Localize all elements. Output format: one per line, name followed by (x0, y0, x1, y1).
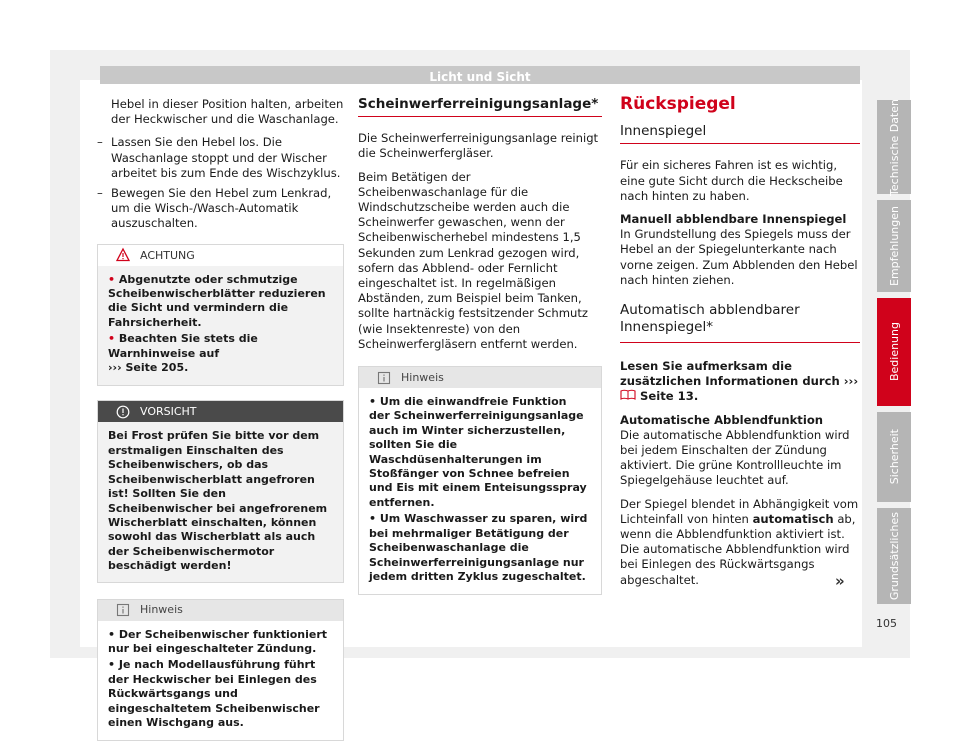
warning-title: ACHTUNG (140, 248, 195, 262)
caution-title: VORSICHT (140, 405, 197, 419)
page-ref-link[interactable]: Seite 205 (125, 361, 185, 375)
list-item: • Um Waschwasser zu sparen, wird bei mehrmaliger Betätigung der Scheibenwaschanlage die Scheinwerferreinigungsanlage nur jedem dritten Zyklus zugeschaltet. (369, 512, 588, 583)
read-more: Lesen Sie aufmerksam die zusätzlichen Informationen durch ››› Seite 13. (620, 359, 859, 404)
page-ref-arrows: ››› (108, 361, 122, 375)
note-body (359, 388, 601, 594)
caution-box (97, 400, 344, 582)
paragraph: Die automatische Abblendfunktion wird bei jedem Einschalten der Zündung aktiviert. Die grüne Kontrollleuchte im Spiegelgehäuse leuchtet auf. (620, 427, 850, 488)
subheading: Manuell abblendbare Innenspiegel (620, 212, 847, 227)
step-item: – Bewegen Sie den Hebel zum Lenkrad, um die Wisch-/Wasch-Automatik auszuschalten. (97, 186, 332, 231)
column-left (97, 97, 344, 741)
chapter-title: Rückspiegel (620, 94, 736, 114)
list-item: • Beachten Sie stets die Warnhinweise auf ››› Seite 205. (108, 332, 258, 375)
note-title: Hinweis (401, 370, 444, 384)
list-item: • Je nach Modellausführung führt der Heckwischer bei Einlegen des Rückwärtsgangs und eingeschaltetem Scheibenwischer einen Wischgang aus. (108, 658, 320, 729)
list-item: • Der Scheibenwischer funktioniert nur bei eingeschalteter Zündung. (108, 627, 328, 655)
paragraph: Beim Betätigen der Scheibenwaschanlage für die Windschutzscheibe werden auch die Scheinwerfer gewaschen, wenn der Scheibenwischerhebel mindestens 1,5 Sekunden zum Lenkrad gezogen wird, sofern das Abblend- oder Fernlicht eingeschaltet ist. In regelmäßigen Abständen, zum Beispiel beim Tanken, sollte hartnäckig festsitzender Schmutz (wie Insektenreste) von den Scheinwerfergläsern entfernt werden. (358, 169, 588, 351)
note-header (98, 600, 343, 621)
section-heading: Innenspiegel (620, 124, 860, 144)
note-body (98, 621, 343, 741)
column-middle (358, 97, 602, 595)
tab-empfehlungen[interactable]: Empfehlungen (877, 200, 911, 292)
paragraph: Die Scheinwerferreinigungsanlage reinigt die Scheinwerfergläser. (358, 131, 599, 161)
section-heading: Automatisch abblendbarer Innenspiegel* (620, 302, 860, 343)
paragraph: Der Spiegel blendet in Abhängigkeit vom Lichteinfall von hinten automatisch ab, wenn die Abblendfunktion aktiviert ist. Die automatische Abblendfunktion wird bei Einlegen des Rückwärtsgangs abgeschaltet. (620, 496, 859, 587)
warning-triangle-icon (116, 248, 130, 262)
tab-sicherheit[interactable]: Sicherheit (877, 412, 911, 502)
info-circle-icon (116, 405, 130, 419)
tab-grundsaetzliches[interactable]: Grundsätzliches (877, 508, 911, 604)
tab-bedienung[interactable]: Bedienung (877, 298, 911, 406)
caution-header (98, 401, 343, 422)
note-box (358, 366, 602, 595)
note-title: Hinweis (140, 603, 183, 617)
warning-body (98, 266, 343, 386)
page-ref-link[interactable]: Seite 13 (640, 389, 694, 404)
page-number: 105 (876, 617, 897, 630)
paragraph: Für ein sicheres Fahren ist es wichtig, eine gute Sicht durch die Heckscheibe nach hinten zu haben. (620, 158, 843, 203)
section-title: Licht und Sicht (429, 70, 531, 84)
subheading: Automatische Abblendfunktion (620, 412, 824, 427)
section-heading: Scheinwerferreinigungsanlage* (358, 97, 602, 117)
tab-technische-daten[interactable]: Technische Daten (877, 100, 911, 194)
note-icon (377, 371, 391, 385)
note-icon (116, 603, 130, 617)
warning-box (97, 244, 344, 387)
section-header (100, 66, 860, 84)
paragraph: In Grundstellung des Spiegels muss der Hebel an der Spiegelunterkante nach vorne zeigen. Zum Abblenden den Hebel nach hinten ziehen. (620, 227, 858, 287)
note-header (359, 367, 601, 388)
note-box (97, 599, 344, 741)
list-item: • Um die einwandfreie Funktion der Scheinwerferreinigungsanlage auch im Winter sicherzustellen, sollten Sie die Waschdüsenhalterungen im Stoßfänger von Schnee befreien und Eis mit einem Enteisungsspray entfernen. (369, 395, 587, 509)
chapter-tabs (877, 100, 911, 610)
book-icon (620, 389, 636, 403)
intro-text: Hebel in dieser Position halten, arbeiten der Heckwischer und die Waschanlage. (111, 97, 344, 127)
caution-body: Bei Frost prüfen Sie bitte vor dem erstmaligen Einschalten des Scheibenwischers, ob das Scheibenwischerblatt angefroren ist! Sollten Sie den Scheibenwischer bei angefrorenem Wischerblatt einschalten, können sowohl das Wischerblatt als auch der Scheibenwischermotor beschädigt werden! (98, 422, 343, 581)
page-ref-arrows: ››› (843, 374, 859, 389)
step-item: – Lassen Sie den Hebel los. Die Waschanlage stoppt und der Wischer arbeitet bis zum Ende des Wischzyklus. (97, 135, 341, 180)
list-item: • Abgenutzte oder schmutzige Scheibenwischerblätter reduzieren die Sicht und vermindern die Fahrsicherheit. (108, 272, 326, 329)
column-right (620, 94, 860, 596)
continue-marker: » (835, 572, 845, 590)
warning-header (98, 245, 343, 266)
